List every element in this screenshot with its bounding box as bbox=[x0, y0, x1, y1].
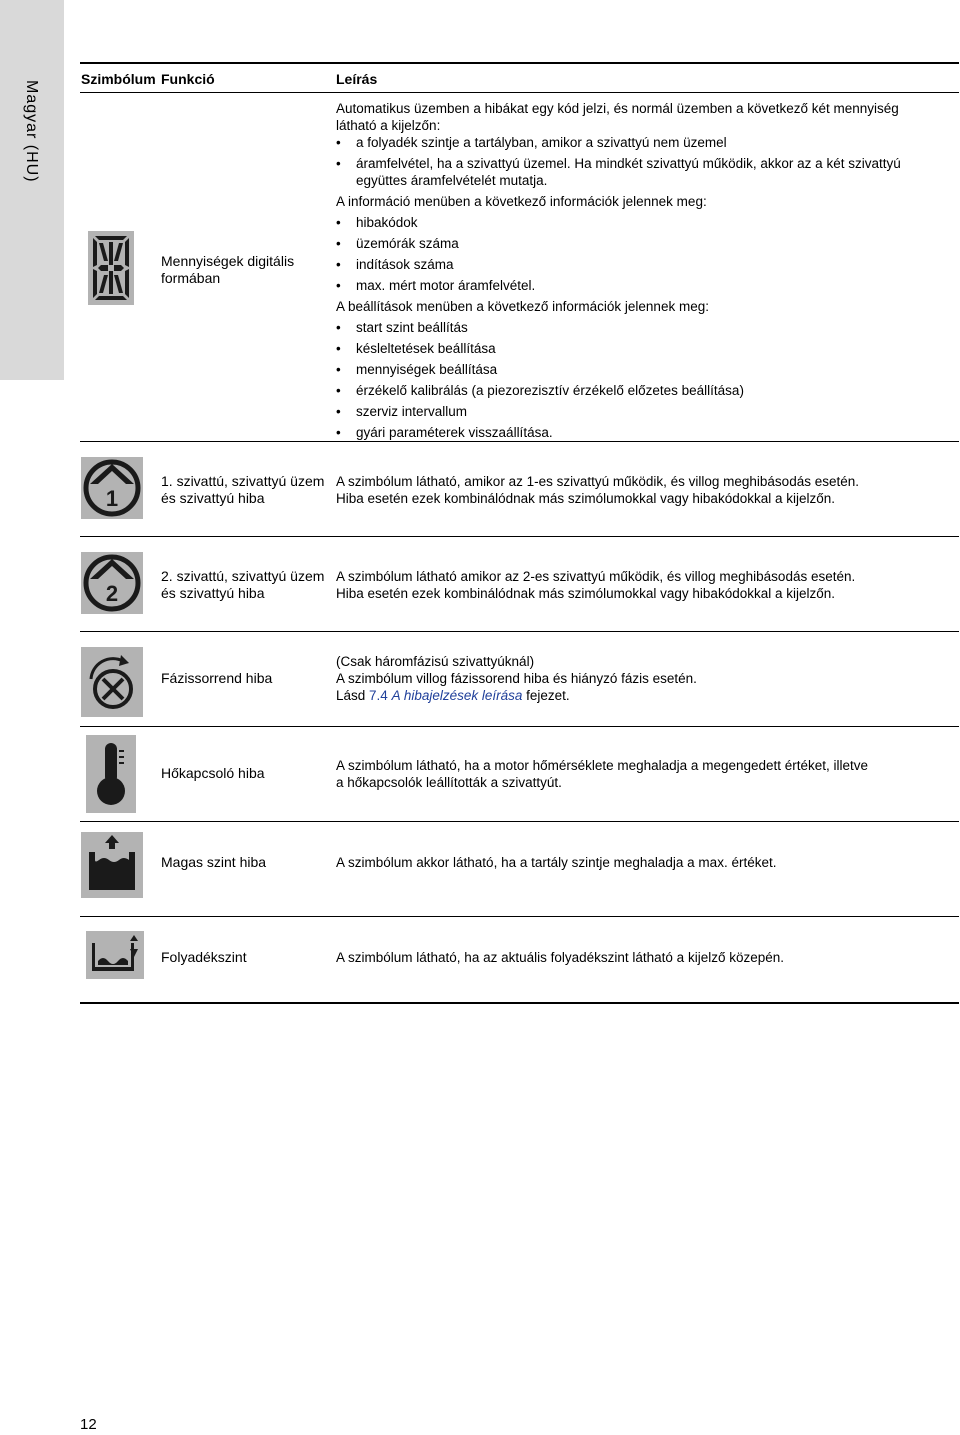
desc-line: Automatikus üzemben a hibákat egy kód jelzi, és normál üzemben a következő két mennyiség bbox=[336, 101, 899, 116]
desc-paragraph: A információ menüben a következő információk jelennek meg: bbox=[336, 194, 707, 209]
desc-line: (Csak háromfázisú szivattyúknál) bbox=[336, 654, 535, 669]
language-label: Magyar (HU) bbox=[23, 80, 40, 183]
digital-display-icon bbox=[88, 231, 134, 305]
function-cell bbox=[161, 949, 336, 966]
list-item: • gyári paraméterek visszaállítása. bbox=[336, 424, 956, 441]
list-item: • hibakódok bbox=[336, 214, 956, 231]
function-line: 2. szivattú, szivattyú üzem bbox=[161, 568, 325, 584]
table-header bbox=[80, 62, 959, 93]
description-cell bbox=[336, 854, 956, 871]
list-item: • max. mért motor áramfelvétel. bbox=[336, 277, 956, 294]
table-row bbox=[80, 442, 959, 537]
table-row bbox=[80, 93, 959, 442]
function-line: Mennyiségek digitális bbox=[161, 253, 295, 269]
list-item: • érzékelő kalibrálás (a piezorezisztív érzékelő előzetes beállítása) bbox=[336, 382, 956, 399]
header-function: Funkció bbox=[161, 71, 215, 87]
chapter-number: 7.4 bbox=[369, 688, 388, 703]
function-cell bbox=[161, 765, 336, 782]
chapter-link[interactable] bbox=[369, 688, 522, 703]
table-row bbox=[80, 822, 959, 917]
language-tab bbox=[0, 0, 64, 380]
pump-2-icon bbox=[81, 552, 143, 614]
table-row bbox=[80, 537, 959, 632]
liquid-level-icon bbox=[86, 931, 144, 979]
pump-number-text: 2 bbox=[105, 581, 119, 606]
list-item: • üzemórák száma bbox=[336, 235, 956, 252]
list-item: • áramfelvétel, ha a szivattyú üzemel. Ha mindkét szivattyú működik, akkor az a két szivattyú bbox=[336, 155, 956, 172]
high-level-icon bbox=[81, 832, 143, 898]
desc-line: a hőkapcsolók leállították a szivattyút. bbox=[336, 775, 562, 790]
desc-line: A szimbólum villog fázissorend hiba és hiányzó fázis esetén. bbox=[336, 671, 697, 686]
list-item-continuation: együttes áramfelvételét mutatja. bbox=[356, 173, 548, 188]
description-cell bbox=[336, 100, 956, 441]
description-cell bbox=[336, 949, 956, 966]
table-row bbox=[80, 917, 959, 1011]
list-item: • start szint beállítás bbox=[336, 319, 956, 336]
desc-paragraph: A beállítások menüben a következő információk jelennek meg: bbox=[336, 299, 709, 314]
desc-line: Hiba esetén ezek kombinálódnak más szimólumokkal vagy hibakódokkal a kijelzőn. bbox=[336, 491, 836, 506]
chapter-title: A hibajelzések leírása bbox=[391, 688, 523, 703]
desc-line: A szimbólum látható, ha a motor hőmérséklete meghaladja a megengedett értéket, illetve bbox=[336, 758, 869, 773]
ref-suffix: fejezet. bbox=[522, 688, 570, 703]
function-cell bbox=[161, 568, 336, 602]
desc-line: A szimbólum látható amikor az 2-es szivattyú működik, és villog meghibásodás esetén. bbox=[336, 569, 856, 584]
symbol-table bbox=[80, 62, 959, 1011]
function-line: Hőkapcsoló hiba bbox=[161, 765, 265, 781]
description-cell bbox=[336, 653, 956, 704]
list-item: • mennyiségek beállítása bbox=[336, 361, 956, 378]
function-line: Folyadékszint bbox=[161, 949, 247, 965]
function-line: Fázissorrend hiba bbox=[161, 670, 273, 686]
function-cell bbox=[161, 253, 336, 287]
phase-sequence-icon bbox=[81, 647, 143, 717]
function-line: és szivattyú hiba bbox=[161, 585, 265, 601]
list-item: • a folyadék szintje a tartályban, amikor a szivattyú nem üzemel bbox=[336, 134, 956, 151]
list-item: • késleltetések beállítása bbox=[336, 340, 956, 357]
desc-line: A szimbólum látható, ha az aktuális folyadékszint látható a kijelző közepén. bbox=[336, 950, 784, 965]
pump-1-icon bbox=[81, 457, 143, 519]
pump-number-text: 1 bbox=[105, 486, 119, 511]
function-line: formában bbox=[161, 270, 221, 286]
thermometer-icon bbox=[86, 735, 136, 813]
table-row bbox=[80, 632, 959, 727]
function-line: Magas szint hiba bbox=[161, 854, 267, 870]
chapter-reference bbox=[336, 687, 956, 704]
list-item: • indítások száma bbox=[336, 256, 956, 273]
desc-line: Hiba esetén ezek kombinálódnak más szimólumokkal vagy hibakódokkal a kijelzőn. bbox=[336, 586, 836, 601]
header-symbol: Szimbólum bbox=[81, 71, 156, 87]
table-row bbox=[80, 727, 959, 822]
description-cell bbox=[336, 473, 956, 507]
function-cell bbox=[161, 854, 336, 871]
desc-line: látható a kijelzőn: bbox=[336, 118, 441, 133]
function-cell bbox=[161, 670, 336, 687]
header-description: Leírás bbox=[336, 71, 378, 87]
table-bottom-rule bbox=[80, 1002, 959, 1004]
function-cell bbox=[161, 473, 336, 507]
ref-prefix: Lásd bbox=[336, 688, 370, 703]
function-line: 1. szivattú, szivattyú üzem bbox=[161, 473, 325, 489]
desc-line: A szimbólum látható, amikor az 1-es szivattyú működik, és villog meghibásodás esetén. bbox=[336, 474, 859, 489]
function-line: és szivattyú hiba bbox=[161, 490, 265, 506]
list-item: • szerviz intervallum bbox=[336, 403, 956, 420]
desc-line: A szimbólum akkor látható, ha a tartály szintje meghaladja a max. értéket. bbox=[336, 855, 777, 870]
description-cell bbox=[336, 568, 956, 602]
page-number: 12 bbox=[80, 1416, 97, 1433]
description-cell bbox=[336, 757, 956, 791]
